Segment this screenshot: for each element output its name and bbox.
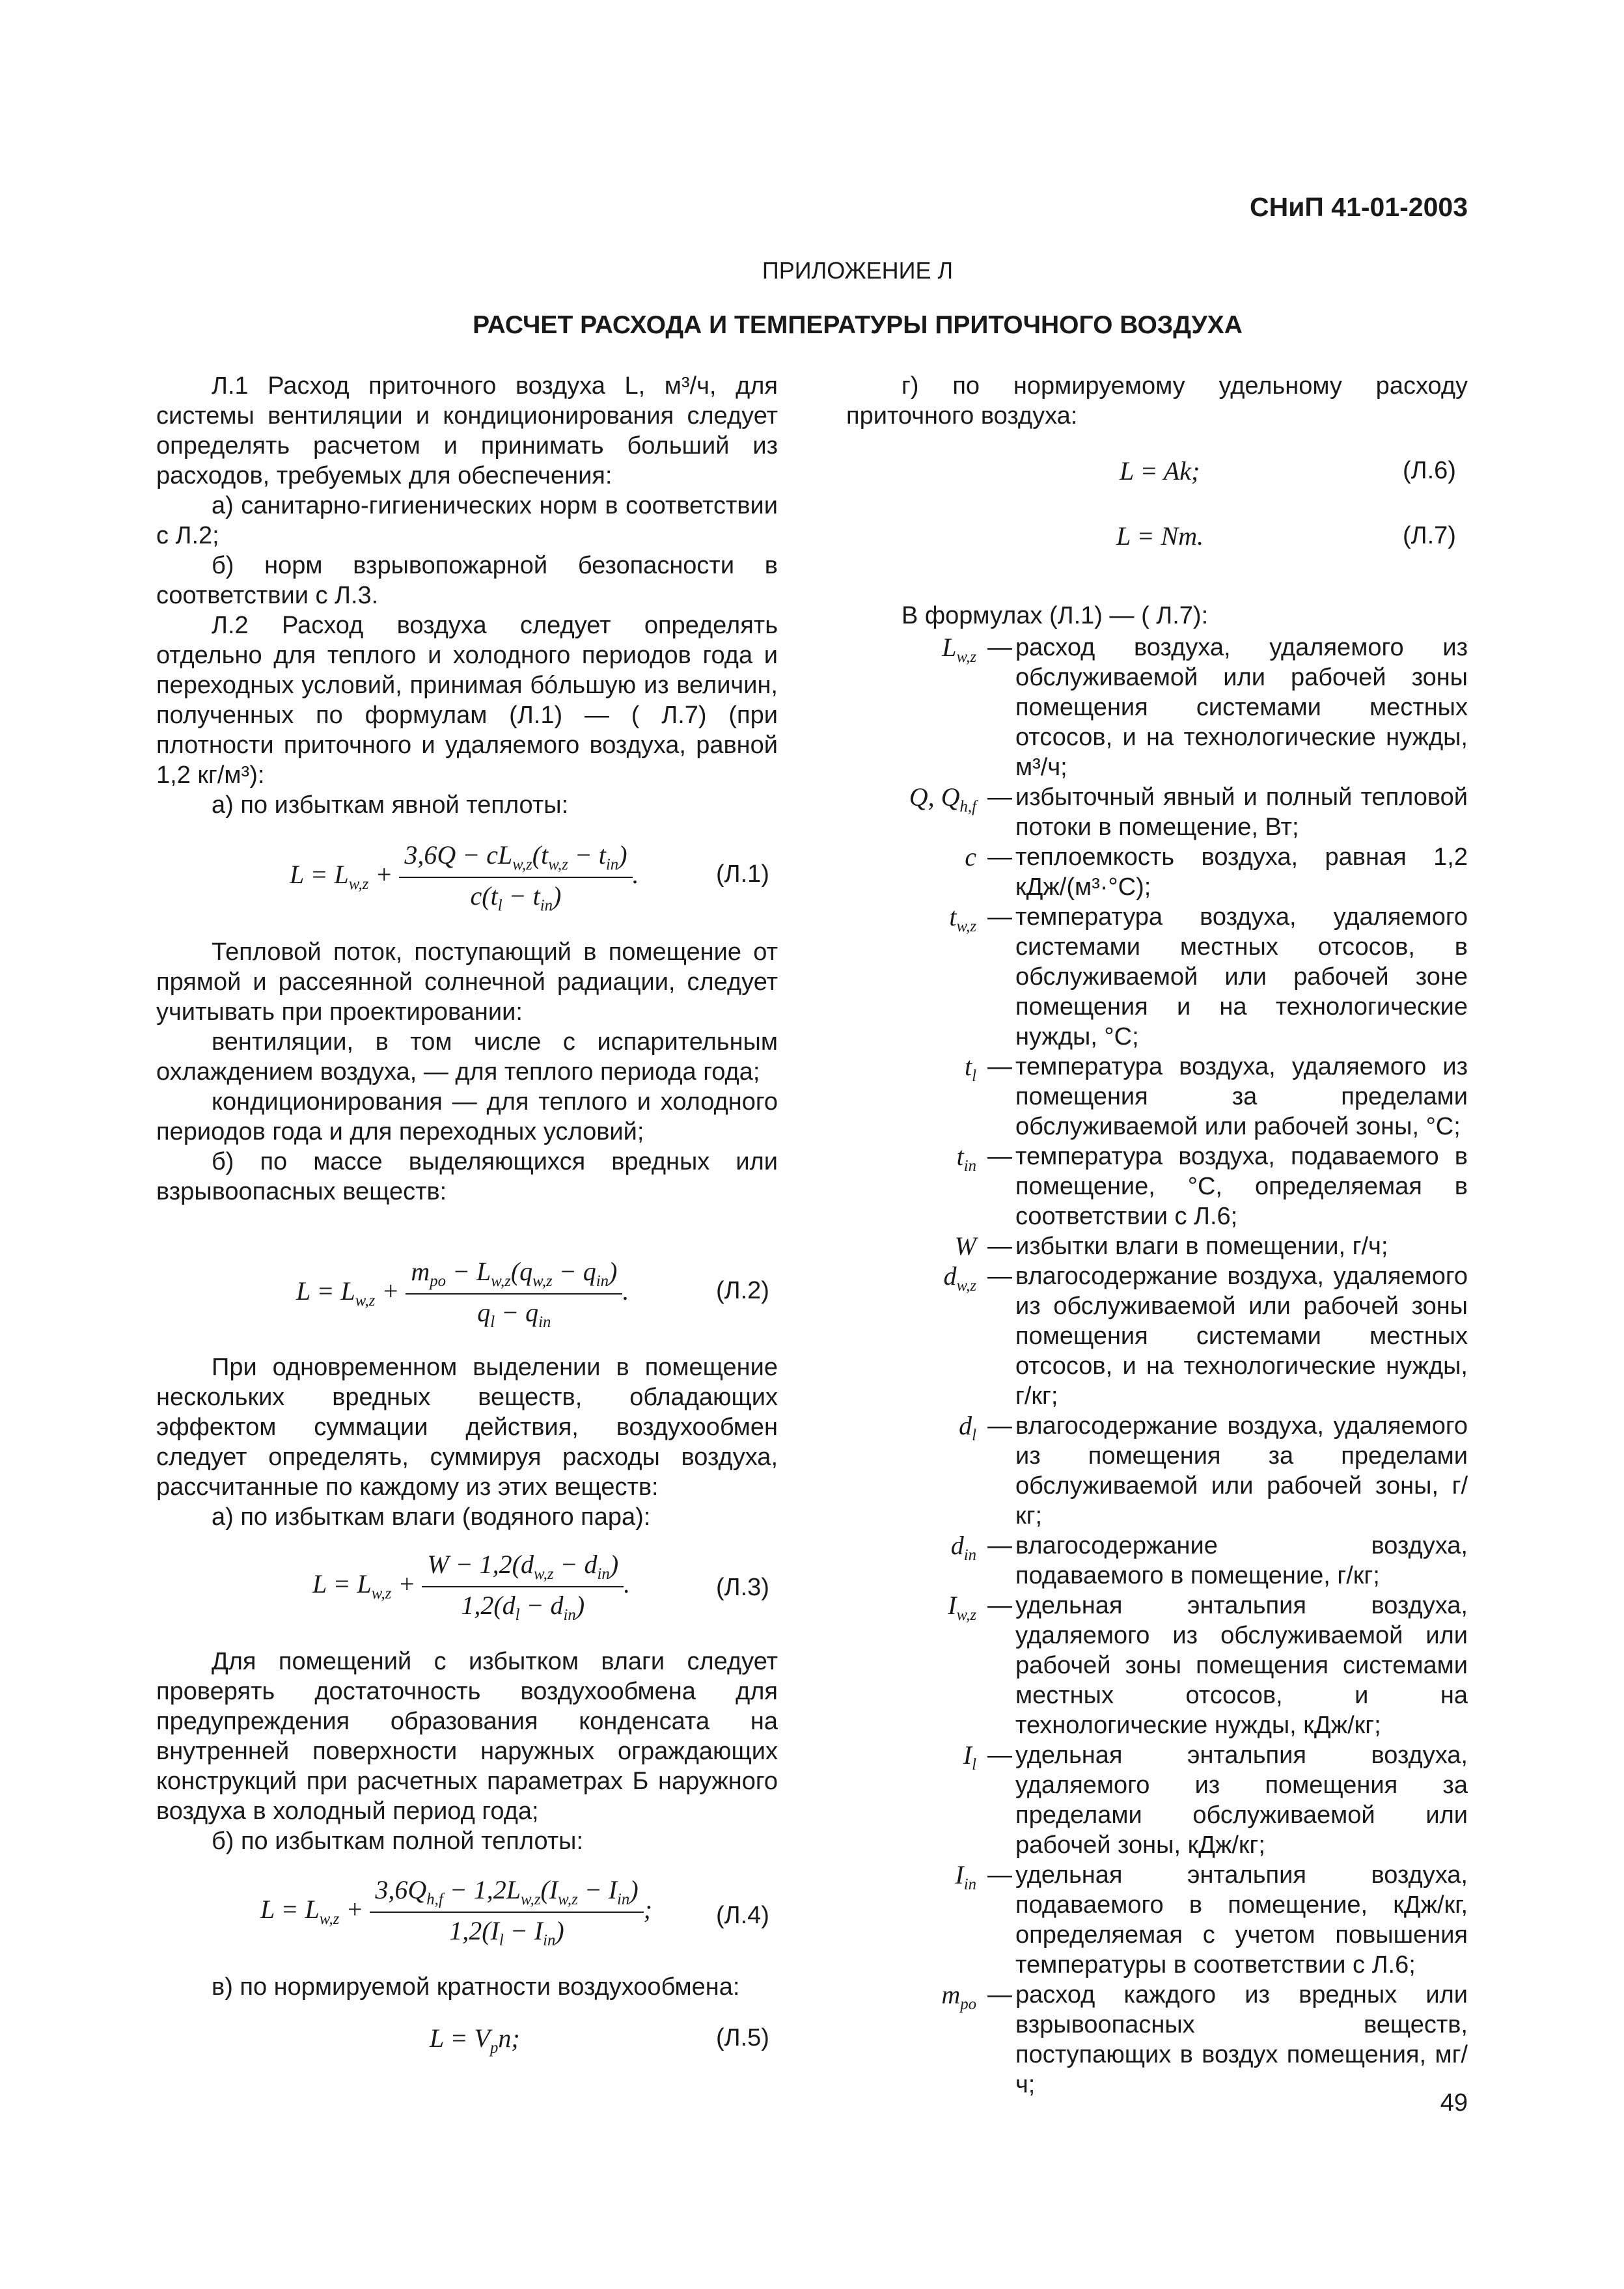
legend-symbol: c bbox=[965, 842, 976, 871]
legend-item bbox=[898, 1261, 1468, 1411]
paragraph: б) по массе выделяющихся вредных или взрывоопасных веществ: bbox=[156, 1148, 778, 1205]
paragraph: г) по нормируемому удельному расходу приточного воздуха: bbox=[846, 372, 1468, 430]
legend-item bbox=[898, 1411, 1468, 1531]
legend-dash: — bbox=[987, 1981, 1012, 2008]
legend-description: влагосодержание воздуха, подаваемого в помещение, г/кг; bbox=[1015, 1532, 1468, 1589]
formula-l1: $L = L_{w,z}$ + $\frac{3,6Q - cL_{w,z}(t_{w,z} - t_{in})}{c(t_l - t_{in})}$ . bbox=[290, 840, 639, 914]
legend-symbol: $I_{w,z}$ bbox=[948, 1591, 976, 1624]
legend-item bbox=[898, 1142, 1468, 1231]
document-code: СНиП 41-01-2003 bbox=[1249, 192, 1468, 222]
legend-description: влагосодержание воздуха, удаляемого из помещения за пределами обслуживаемой или рабочей зоны, г/кг; bbox=[1015, 1412, 1468, 1529]
legend-symbol: $I_{in}$ bbox=[955, 1860, 976, 1893]
legend-description: избытки влаги в помещении, г/ч; bbox=[1015, 1233, 1388, 1260]
legend-dash: — bbox=[987, 1592, 1012, 1619]
legend-item bbox=[898, 633, 1468, 782]
formula-number: (Л.4) bbox=[716, 1902, 769, 1929]
legend-symbol: $d_{in}$ bbox=[950, 1531, 976, 1564]
paragraph: б) норм взрывопожарной безопасности в соответствии с Л.3. bbox=[156, 552, 778, 609]
paragraph: Л.2 Расход воздуха следует определять отдельно для теплого и холодного периодов года и переходных условий, принимая бóльшую из величин, полученных по формулам (Л.1) — ( Л.7) (при плотности приточного и удаляемого воздуха, равной 1,2 кг/м³): bbox=[156, 612, 778, 789]
legend-description: влагосодержание воздуха, удаляемого из обслуживаемой или рабочей зоны помещения системами местных отсосов, и на технологические нужды, г/кг; bbox=[1015, 1263, 1468, 1410]
legend-dash: — bbox=[987, 784, 1012, 811]
left-block-5 bbox=[156, 1972, 778, 2002]
formula-l4: $L = L_{w,z}$ + $\frac{3,6Q_{h,f} - 1,2L_{w,z}(I_{w,z} - I_{in})}{1,2(I_l - I_{in})}$ ; bbox=[260, 1875, 652, 1949]
legend-description: теплоемкость воздуха, равная 1,2 кДж/(м³·°С); bbox=[1015, 843, 1468, 901]
legend-symbol: $I_l$ bbox=[963, 1740, 976, 1774]
paragraph: Л.1 Расход приточного воздуха L, м³/ч, для системы вентиляции и кондиционирования следует определять расчетом и принимать больший из расходов, требуемых для обеспечения: bbox=[156, 372, 778, 489]
legend-symbol: W bbox=[954, 1231, 976, 1261]
legend-symbol: $t_l$ bbox=[964, 1052, 976, 1085]
left-block-4 bbox=[156, 1647, 778, 1856]
legend-dash: — bbox=[987, 1861, 1012, 1889]
formula-l3: $L = L_{w,z}$ + $\frac{W - 1,2(d_{w,z} - d_{in})}{1,2(d_l - d_{in})}$ . bbox=[312, 1550, 631, 1624]
formula-l7: L = Nm. bbox=[1116, 521, 1204, 551]
formula-number: (Л.7) bbox=[1403, 522, 1456, 549]
legend-description: температура воздуха, удаляемого из помещения за пределами обслуживаемой или рабочей зоны, °С; bbox=[1015, 1053, 1468, 1140]
legend-item bbox=[898, 1231, 1468, 1261]
legend-dash: — bbox=[987, 1143, 1012, 1170]
formula-number: (Л.1) bbox=[716, 860, 769, 888]
paragraph: а) санитарно-гигиенических норм в соответствии с Л.2; bbox=[156, 492, 778, 549]
left-block-1 bbox=[156, 371, 778, 820]
legend-list bbox=[898, 633, 1468, 2100]
legend-dash: — bbox=[987, 1532, 1012, 1559]
legend-description: удельная энтальпия воздуха, удаляемого из помещения за пределами обслуживаемой или рабочей зоны, кДж/кг; bbox=[1015, 1742, 1468, 1859]
legend-description: удельная энтальпия воздуха, удаляемого из обслуживаемой или рабочей зоны помещения системами местных отсосов, и на технологические нужды, кДж/кг; bbox=[1015, 1592, 1468, 1739]
legend-symbol: $d_{w,z}$ bbox=[943, 1261, 976, 1295]
right-block-1 bbox=[846, 371, 1468, 431]
legend-intro: В формулах (Л.1) — ( Л.7): bbox=[901, 602, 1209, 629]
legend-dash: — bbox=[987, 634, 1012, 661]
legend-item bbox=[898, 1531, 1468, 1591]
legend-description: избыточный явный и полный тепловой потоки в помещение, Вт; bbox=[1015, 784, 1468, 841]
paragraph: а) по избыткам влаги (водяного пара): bbox=[212, 1503, 651, 1531]
page-number: 49 bbox=[1440, 2089, 1468, 2117]
legend-dash: — bbox=[987, 903, 1012, 931]
legend-dash: — bbox=[987, 1263, 1012, 1290]
legend-item bbox=[898, 842, 1468, 902]
formula-l5: $L = V_pn$; bbox=[430, 2023, 520, 2057]
section-title: РАСЧЕТ РАСХОДА И ТЕМПЕРАТУРЫ ПРИТОЧНОГО ВОЗДУХА bbox=[473, 311, 1243, 339]
legend-symbol: $t_{in}$ bbox=[956, 1142, 976, 1175]
legend-description: расход воздуха, удаляемого из обслуживаемой или рабочей зоны помещения системами местных отсосов, и на технологические нужды, м³/ч; bbox=[1015, 634, 1468, 781]
legend-description: удельная энтальпия воздуха, подаваемого в помещение, кДж/кг, определяемая с учетом повышения температуры в соответствии с Л.6; bbox=[1015, 1861, 1468, 1979]
legend-symbol: Q, $Q_{h,f}$ bbox=[909, 782, 976, 816]
legend-description: расход каждого из вредных или взрывоопасных веществ, поступающих в воздух помещения, мг/ч; bbox=[1015, 1981, 1468, 2098]
paragraph: а) по избыткам явной теплоты: bbox=[212, 791, 569, 819]
appendix-label: ПРИЛОЖЕНИЕ Л bbox=[762, 257, 954, 284]
paragraph: кондиционирования — для теплого и холодного периодов года и для переходных условий; bbox=[156, 1088, 778, 1145]
formula-number: (Л.3) bbox=[716, 1574, 769, 1601]
formula-number: (Л.6) bbox=[1403, 457, 1456, 484]
paragraph: Тепловой поток, поступающий в помещение от прямой и рассеянной солнечной радиации, следует учитывать при проектировании: bbox=[156, 939, 778, 1026]
paragraph: б) по избыткам полной теплоты: bbox=[212, 1828, 584, 1855]
legend-symbol: $d_l$ bbox=[959, 1411, 976, 1444]
left-block-2 bbox=[156, 937, 778, 1207]
legend-dash: — bbox=[987, 1412, 1012, 1440]
legend-dash: — bbox=[987, 843, 1012, 871]
legend-description: температура воздуха, удаляемого системами местных отсосов, в обслуживаемой или рабочей зоне помещения и на технологические нужды, °С; bbox=[1015, 903, 1468, 1050]
legend-item bbox=[898, 782, 1468, 842]
legend-dash: — bbox=[987, 1053, 1012, 1080]
legend-item bbox=[898, 902, 1468, 1052]
paragraph: Для помещений с избытком влаги следует проверять достаточность воздухообмена для предупреждения образования конденсата на внутренней поверхности наружных ограждающих конструкций при расчетных параметрах Б наружного воздуха в холодный период года; bbox=[156, 1648, 778, 1825]
legend-item bbox=[898, 1980, 1468, 2100]
legend-item bbox=[898, 1591, 1468, 1740]
legend-dash: — bbox=[987, 1742, 1012, 1769]
paragraph: в) по нормируемой кратности воздухообмена: bbox=[212, 1973, 740, 2001]
legend-symbol: $t_{w,z}$ bbox=[949, 902, 976, 935]
legend-dash: — bbox=[987, 1233, 1012, 1260]
legend-item bbox=[898, 1052, 1468, 1142]
formula-l2: $L = L_{w,z}$ + $\frac{m_{po} - L_{w,z}(q_{w,z} - q_{in})}{q_l - q_{in}}$ . bbox=[296, 1257, 629, 1331]
legend-item bbox=[898, 1860, 1468, 1980]
formula-number: (Л.5) bbox=[716, 2024, 769, 2051]
legend-item bbox=[898, 1740, 1468, 1860]
legend-description: температура воздуха, подаваемого в помещение, °С, определяемая в соответствии с Л.6; bbox=[1015, 1143, 1468, 1230]
formula-l6: L = Ak; bbox=[1120, 456, 1200, 486]
formula-number: (Л.2) bbox=[716, 1277, 769, 1304]
left-block-3 bbox=[156, 1352, 778, 1532]
legend-symbol: $m_{po}$ bbox=[941, 1980, 976, 2013]
paragraph: При одновременном выделении в помещение нескольких вредных веществ, обладающих эффектом суммации действия, воздухообмен следует определять, суммируя расходы воздуха, рассчитанные по каждому из этих веществ: bbox=[156, 1354, 778, 1501]
paragraph: вентиляции, в том числе с испарительным охлаждением воздуха, — для теплого периода года; bbox=[156, 1028, 778, 1086]
legend-symbol: $L_{w,z}$ bbox=[942, 633, 976, 666]
